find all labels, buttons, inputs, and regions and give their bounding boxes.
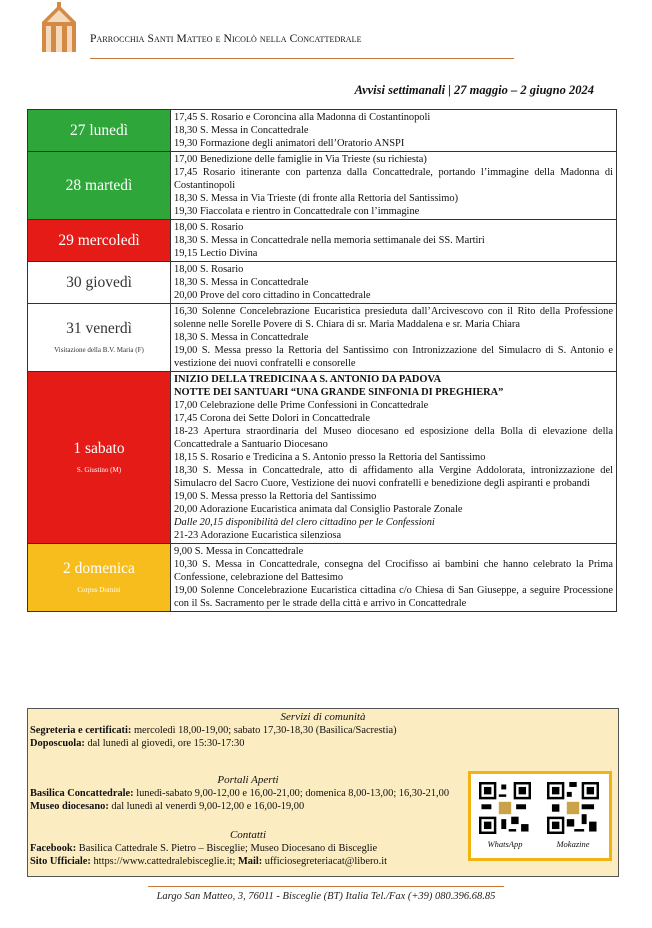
event-item: 19,15 Lectio Divina <box>174 248 258 259</box>
event-item: 18,00 S. Rosario <box>174 222 244 233</box>
day-cell <box>28 304 171 372</box>
day-name: 31 venerdì <box>66 320 132 337</box>
day-name: 29 mercoledì <box>58 231 140 249</box>
museo-text: dal lunedì al venerdì 9,00-12,00 e 16,00-19,00 <box>108 801 305 812</box>
day-name: 1 sabato <box>73 440 125 457</box>
events-cell <box>171 152 617 220</box>
event-item: 19,00 Solenne Concelebrazione Eucaristica cittadina c/o Chiesa di San Giuseppe, a seguire Processione con il Ss. Sacramento per le strade della città e arrivo in Concattedrale <box>174 585 613 609</box>
page-header <box>38 0 598 62</box>
page-title: Avvisi settimanali | 27 maggio – 2 giugno 2024 <box>354 83 594 97</box>
event-item: 17,00 Celebrazione delle Prime Confessioni in Concattedrale <box>174 400 429 411</box>
schedule-row <box>28 372 617 544</box>
event-item: 18,30 S. Messa in Via Trieste (di fronte alla Rettoria del Santissimo) <box>174 193 459 204</box>
event-item: 19,30 Formazione degli animatori dell’Oratorio ANSPI <box>174 138 405 149</box>
footer-rule <box>148 886 504 887</box>
schedule-row <box>28 262 617 304</box>
day-cell <box>28 110 171 152</box>
whatsapp-qr-icon[interactable] <box>479 782 531 834</box>
event-item: 18,00 S. Rosario <box>174 264 244 275</box>
day-cell <box>28 152 171 220</box>
portali-title: Portali Aperti <box>217 774 279 786</box>
event-item: 21-23 Adorazione Eucaristica silenziosa <box>174 530 342 541</box>
day-cell <box>28 372 171 544</box>
event-item: 19,30 Fiaccolata e rientro in Concattedrale con l’immagine <box>174 206 420 217</box>
mokazine-label: Mokazine <box>556 839 590 849</box>
weekly-schedule-table <box>27 109 617 612</box>
events-cell <box>171 304 617 372</box>
basilica-text: lunedì-sabato 9,00-12,00 e 16,00-21,00; domenica 8,00-13,00; 16,30-21,00 <box>133 788 450 799</box>
day-name: 2 domenica <box>63 560 135 577</box>
contatti-title: Contatti <box>229 829 267 841</box>
event-item: 10,30 S. Messa in Concattedrale, consegna del Crocifisso ai bambini che hanno celebrato la Prima Confessione, celebrazione del Battesimo <box>174 559 613 583</box>
day-name: 30 giovedì <box>66 273 132 291</box>
event-item: 18,30 S. Messa in Concattedrale <box>174 125 309 136</box>
doposcuola-label: Doposcuola: <box>30 738 85 749</box>
day-name: 28 martedì <box>65 176 133 194</box>
events-cell <box>171 544 617 612</box>
event-item: 18,15 S. Rosario e Tredicina a S. Antonio presso la Rettoria del Santissimo <box>174 452 486 463</box>
info-box <box>27 708 619 877</box>
event-item: 20,00 Adorazione Eucaristica animata dal Consiglio Pastorale Zonale <box>174 504 463 515</box>
event-item: 19,00 S. Messa presso la Rettoria del Santissimo <box>174 491 377 502</box>
day-name: 27 lunedì <box>69 121 129 139</box>
event-item: INIZIO DELLA TREDICINA A S. ANTONIO DA PADOVA <box>174 374 442 385</box>
sito-link[interactable]: https://www.cattedralebisceglie.it; <box>90 856 238 867</box>
day-feast: Corpus Domini <box>77 586 121 594</box>
church-logo-icon <box>38 2 80 54</box>
event-item: 16,30 Solenne Concelebrazione Eucaristica presieduta dall’Arcivescovo con il Rito della Professione solenne nelle Sorelle Povere di S. Chiara di sr. Maria Maddalena e sr. Maria Chiara <box>174 306 613 330</box>
footer-address: Largo San Matteo, 3, 76011 - Bisceglie (BT) Italia Tel./Fax (+39) 080.396.68.85 <box>156 891 496 902</box>
doposcuola-line <box>28 737 618 750</box>
schedule-row <box>28 152 617 220</box>
event-item: 17,45 S. Rosario e Coroncina alla Madonna di Costantinopoli <box>174 112 431 123</box>
event-item: 18,30 S. Messa in Concattedrale <box>174 332 309 343</box>
qr-codes-box <box>468 771 612 861</box>
day-feast: S. Giustino (M) <box>76 466 122 474</box>
mokazine-qr-icon[interactable] <box>547 782 599 834</box>
events-cell <box>171 220 617 262</box>
event-item: 18,30 S. Messa in Concattedrale nella memoria settimanale dei SS. Martiri <box>174 235 485 246</box>
event-item: 17,45 Corona dei Sette Dolori in Concattedrale <box>174 413 370 424</box>
event-item: 19,00 S. Messa presso la Rettoria del Santissimo con Intronizzazione del Simulacro di S. Antonio e vestizione dei nuovi confratelli e consorelle <box>174 345 613 369</box>
parish-name: Parrocchia Santi Matteo e Nicolò nella Concattedrale <box>90 33 362 45</box>
segreteria-label: Segreteria e certificati: <box>30 725 132 736</box>
event-item: Dalle 20,15 disponibilità del clero cittadino per le Confessioni <box>174 517 435 528</box>
schedule-row <box>28 110 617 152</box>
header-rule <box>90 58 514 59</box>
schedule-row <box>28 220 617 262</box>
event-item: 18,30 S. Messa in Concattedrale, atto di affidamento alla Vergine Addolorata, intronizzazione del Simulacro del Sacro Cuore, Vestizione dei nuovi confratelli e benedizione degli aspiranti e probandi <box>174 465 613 489</box>
whatsapp-label: WhatsApp <box>487 839 523 849</box>
event-item: 18-23 Apertura straordinaria del Museo diocesano ed esposizione della Bolla di elevazione della Concattedrale a Santuario Diocesano <box>174 426 613 450</box>
events-cell <box>171 262 617 304</box>
events-cell <box>171 110 617 152</box>
segreteria-line <box>28 724 618 737</box>
facebook-label: Facebook: <box>30 843 77 854</box>
servizi-title: Servizi di comunità <box>280 711 366 723</box>
basilica-label: Basilica Concattedrale: <box>30 788 134 799</box>
facebook-text: Basilica Cattedrale S. Pietro – Bisceglie; Museo Diocesano di Bisceglie <box>76 843 378 854</box>
doposcuola-text: dal lunedì al giovedì, ore 15:30-17:30 <box>84 738 245 749</box>
event-item: 9,00 S. Messa in Concattedrale <box>174 546 304 557</box>
events-cell <box>171 372 617 544</box>
mail-link[interactable]: ufficiosegreteriacat@libero.it <box>262 856 387 867</box>
day-cell <box>28 544 171 612</box>
segreteria-text: mercoledì 18,00-19,00; sabato 17,30-18,30 (Basilica/Sacrestia) <box>131 725 397 736</box>
event-item: 17,00 Benedizione delle famiglie in Via Trieste (su richiesta) <box>174 154 427 165</box>
event-item: NOTTE DEI SANTUARI “UNA GRANDE SINFONIA DI PREGHIERA” <box>174 387 504 398</box>
schedule-row <box>28 544 617 612</box>
event-item: 18,30 S. Messa in Concattedrale <box>174 277 309 288</box>
day-cell <box>28 220 171 262</box>
portali-line <box>28 787 470 813</box>
event-item: 17,45 Rosario itinerante con partenza dalla Concattedrale, portando l’immagine della Madonna di Costantinopoli <box>174 167 613 191</box>
schedule-row <box>28 304 617 372</box>
museo-label: Museo diocesano: <box>30 801 109 812</box>
sito-label: Sito Ufficiale: <box>30 856 91 867</box>
day-cell <box>28 262 171 304</box>
event-item: 20,00 Prove del coro cittadino in Concattedrale <box>174 290 371 301</box>
mail-label: Mail: <box>237 856 263 867</box>
day-feast: Visitazione della B.V. Maria (F) <box>54 346 144 354</box>
